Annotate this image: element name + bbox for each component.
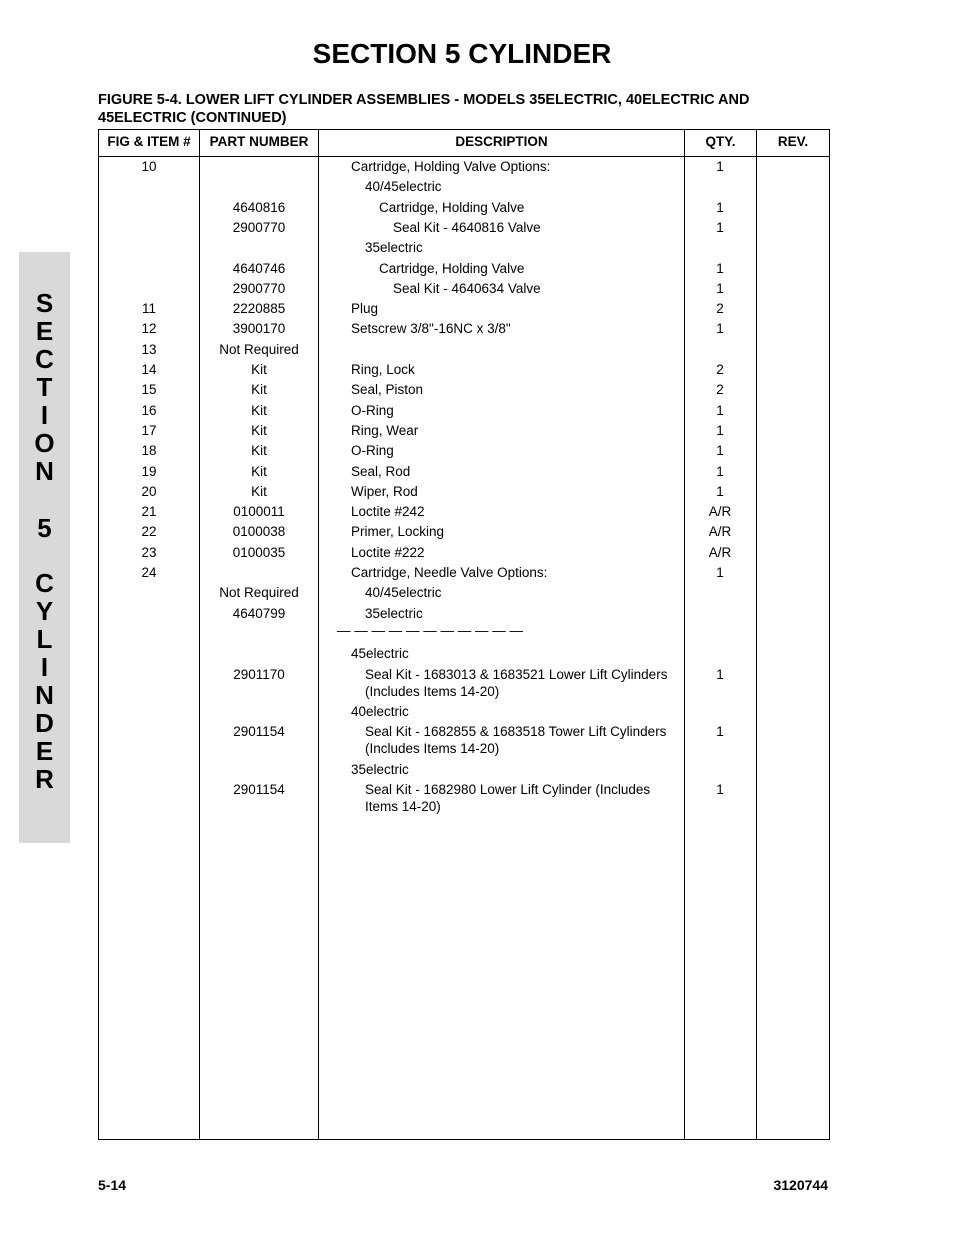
- section-side-tab: [19, 252, 70, 843]
- header-rev: REV.: [777, 134, 809, 149]
- row-qty: 1: [716, 219, 724, 235]
- side-tab-letter: R: [35, 764, 54, 794]
- row-qty: 1: [716, 422, 724, 438]
- row-fig-item: 12: [141, 321, 157, 337]
- row-part-number: 4640746: [232, 260, 286, 276]
- row-fig-item: 21: [141, 504, 157, 520]
- side-tab-letter: Y: [35, 596, 54, 626]
- row-part-number: Kit: [251, 382, 267, 398]
- side-tab-letter: S: [35, 288, 54, 318]
- side-tab-letter: 5: [37, 513, 52, 543]
- row-description: 40electric: [351, 704, 409, 719]
- side-tab-letter: I: [40, 652, 49, 682]
- row-description: Loctite #242: [351, 504, 425, 520]
- figure-title: FIGURE 5-4. LOWER LIFT CYLINDER ASSEMBLIES - MODELS 35ELECTRIC, 40ELECTRIC AND 45ELECTRIC (CONTINUED): [98, 92, 750, 126]
- side-tab-letter: O: [34, 428, 55, 458]
- column-divider: [756, 130, 757, 1139]
- row-part-number: Kit: [251, 402, 267, 418]
- header-divider: [99, 156, 829, 157]
- side-tab-letter: N: [35, 680, 54, 710]
- row-description: Cartridge, Holding Valve: [379, 199, 525, 215]
- row-part-number: 0100011: [233, 504, 285, 520]
- row-fig-item: 23: [141, 544, 157, 560]
- row-qty: 1: [716, 199, 724, 215]
- row-fig-item: 13: [141, 341, 157, 357]
- header-qty: QTY.: [705, 134, 736, 149]
- row-description: Primer, Locking: [351, 524, 445, 540]
- row-description: Seal, Rod: [351, 463, 411, 479]
- row-part-number: Kit: [251, 483, 267, 499]
- row-part-number: 2901154: [233, 724, 285, 740]
- parts-table: [98, 129, 830, 1140]
- row-qty: 2: [716, 382, 724, 398]
- row-description: Seal Kit - 1682980 Lower Lift Cylinder (Includes Items 14-20): [365, 782, 651, 815]
- row-part-number: 2900770: [232, 280, 286, 296]
- row-fig-item: 24: [141, 565, 157, 580]
- row-part-number: 2900770: [232, 219, 286, 235]
- row-description: Cartridge, Holding Valve Options:: [351, 159, 551, 174]
- row-qty: 1: [716, 443, 724, 459]
- row-description: 35electric: [365, 240, 423, 256]
- row-qty: 1: [716, 483, 724, 499]
- row-description: Cartridge, Needle Valve Options:: [351, 565, 548, 580]
- row-part-number: 0100035: [232, 544, 286, 560]
- row-description: Ring, Wear: [351, 422, 419, 438]
- row-qty: 1: [716, 565, 724, 580]
- row-part-number: 0100038: [232, 524, 286, 540]
- row-part-number: 2901170: [233, 666, 285, 682]
- row-description: Wiper, Rod: [351, 483, 418, 499]
- row-qty: 1: [716, 782, 724, 798]
- row-qty: 1: [716, 260, 724, 276]
- row-description: 40/45electric: [365, 179, 442, 195]
- row-part-number: Kit: [251, 362, 267, 377]
- row-qty: 1: [716, 321, 724, 337]
- row-qty: 1: [716, 666, 724, 682]
- row-description: Seal Kit - 1682855 & 1683518 Tower Lift Cylinders (Includes Items 14-20): [365, 724, 667, 757]
- row-qty: A/R: [708, 524, 732, 540]
- row-qty: 1: [716, 463, 724, 479]
- column-divider: [318, 130, 319, 1139]
- row-fig-item: 18: [141, 443, 157, 459]
- row-qty: 1: [716, 159, 724, 174]
- row-part-number: 2901154: [233, 782, 285, 798]
- side-tab-letter: D: [35, 708, 54, 738]
- side-tab-letter: E: [35, 316, 54, 346]
- row-part-number: 3900170: [232, 321, 286, 337]
- header-part-number: PART NUMBER: [209, 134, 309, 149]
- row-qty: 1: [716, 724, 724, 740]
- row-fig-item: 22: [141, 524, 157, 540]
- side-tab-letter: C: [35, 344, 54, 374]
- header-description: DESCRIPTION: [455, 134, 548, 149]
- row-description: Seal Kit - 1683013 & 1683521 Lower Lift Cylinders (Includes Items 14-20): [365, 666, 668, 699]
- row-qty: A/R: [708, 544, 732, 560]
- row-description: Ring, Lock: [351, 362, 415, 377]
- row-fig-item: 16: [141, 402, 157, 418]
- row-description: Cartridge, Holding Valve: [379, 260, 525, 276]
- row-part-number: Not Required: [219, 585, 299, 601]
- row-part-number: 2220885: [232, 301, 286, 317]
- row-description: Setscrew 3/8"-16NC x 3/8": [351, 321, 511, 337]
- row-qty: 2: [716, 301, 724, 317]
- row-part-number: 4640816: [232, 199, 286, 215]
- row-fig-item: 17: [141, 422, 157, 438]
- row-part-number: 4640799: [232, 605, 286, 621]
- section-title-text: SECTION 5 CYLINDER: [312, 38, 612, 69]
- page-number: 5-14: [98, 1177, 127, 1193]
- row-description: Seal, Piston: [351, 382, 424, 398]
- side-tab-letter: E: [35, 736, 54, 766]
- row-qty: 2: [716, 362, 724, 377]
- row-fig-item: 15: [141, 382, 157, 398]
- row-qty: A/R: [708, 504, 732, 520]
- side-tab-letter: N: [35, 456, 54, 486]
- section-title: [0, 38, 954, 70]
- row-fig-item: 14: [141, 362, 157, 377]
- row-part-number: Kit: [251, 443, 267, 459]
- row-description: 45electric: [351, 646, 409, 662]
- row-description: 40/45electric: [365, 585, 442, 601]
- header-fig-item: FIG & ITEM #: [107, 134, 191, 149]
- row-part-number: Kit: [251, 463, 267, 479]
- row-fig-item: 19: [141, 463, 157, 479]
- dashed-separator: — — — — — — — — — — —: [337, 622, 524, 638]
- row-description: 35electric: [365, 605, 423, 621]
- row-part-number: Not Required: [219, 341, 299, 357]
- row-description: Seal Kit - 4640816 Valve: [393, 219, 541, 235]
- row-description: 35electric: [351, 761, 409, 777]
- row-part-number: Kit: [251, 422, 267, 438]
- row-qty: 1: [716, 280, 724, 296]
- row-description: Loctite #222: [351, 544, 425, 560]
- row-description: O-Ring: [351, 443, 394, 459]
- row-description: Plug: [351, 301, 379, 317]
- side-tab-letter: T: [36, 372, 53, 402]
- row-description: O-Ring: [351, 402, 394, 418]
- row-qty: 1: [716, 402, 724, 418]
- row-description: Seal Kit - 4640634 Valve: [393, 280, 541, 296]
- row-fig-item: 11: [141, 301, 156, 317]
- side-tab-letter: C: [35, 568, 54, 598]
- side-tab-letter: L: [36, 624, 53, 654]
- row-fig-item: 10: [141, 159, 157, 174]
- document-number: 3120744: [773, 1177, 828, 1193]
- row-fig-item: 20: [141, 483, 157, 499]
- side-tab-letter: I: [40, 400, 49, 430]
